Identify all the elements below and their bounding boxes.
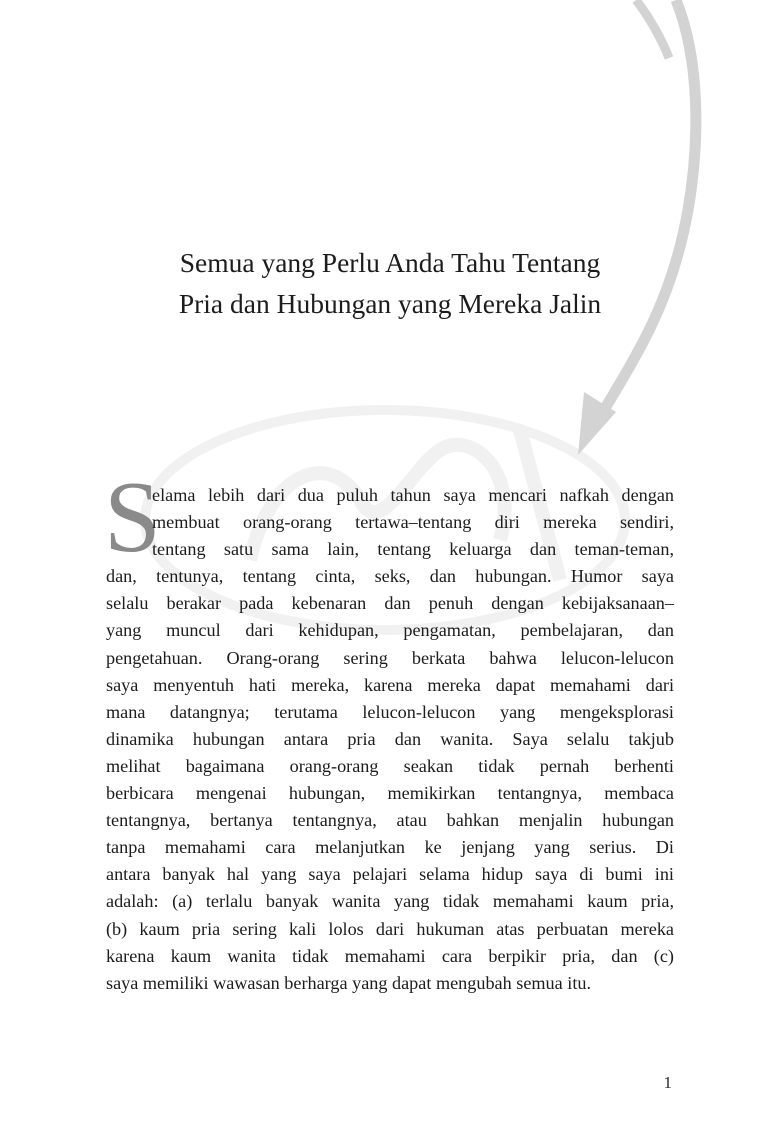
- body-line: saya memiliki wawasan berharga yang dapat mengubah semua itu.: [106, 972, 592, 993]
- body-line: tentang satu sama lain, tentang keluarga dan teman-teman,: [152, 539, 674, 560]
- body-line: tanpa memahami cara melanjutkan ke jenjang yang serius. Di: [106, 837, 674, 858]
- body-line: membuat orang-orang tertawa–tentang diri mereka sendiri,: [152, 512, 674, 533]
- body-line: melihat bagaimana orang-orang seakan tidak pernah berhenti: [106, 755, 674, 776]
- body-paragraph: [106, 482, 674, 997]
- body-line: pengetahuan. Orang-orang sering berkata bahwa lelucon-lelucon: [106, 647, 674, 668]
- body-line: adalah: (a) terlalu banyak wanita yang tidak memahami kaum pria,: [106, 891, 674, 912]
- body-line: saya menyentuh hati mereka, karena mereka dapat memahami dari: [106, 674, 674, 695]
- body-line: dinamika hubungan antara pria dan wanita. Saya selalu takjub: [106, 728, 674, 749]
- body-line: berbicara mengenai hubungan, memikirkan tentangnya, membaca: [106, 783, 674, 804]
- body-line: (b) kaum pria sering kali lolos dari hukuman atas perbuatan mereka: [106, 918, 674, 939]
- body-line: elama lebih dari dua puluh tahun saya mencari nafkah dengan: [152, 485, 674, 505]
- body-line: yang muncul dari kehidupan, pengamatan, pembelajaran, dan: [106, 620, 674, 641]
- curved-arrow-icon: [578, 0, 696, 455]
- body-line: karena kaum wanita tidak memahami cara berpikir pria, dan (c): [106, 945, 674, 966]
- body-line: selalu berakar pada kebenaran dan penuh dengan kebijaksanaan–: [106, 593, 674, 614]
- body-line: dan, tentunya, tentang cinta, seks, dan hubungan. Humor saya: [106, 566, 674, 587]
- body-line: antara banyak hal yang saya pelajari selama hidup saya di bumi ini: [106, 864, 674, 885]
- body-line: mana datangnya; terutama lelucon-lelucon yang mengeksplorasi: [106, 701, 674, 722]
- drop-cap: S: [104, 461, 161, 574]
- body-line: tentangnya, bertanya tentangnya, atau bahkan menjalin hubungan: [106, 810, 674, 831]
- chapter-title-line-1: Semua yang Perlu Anda Tahu Tentang: [179, 247, 601, 278]
- chapter-title-line-2: Pria dan Hubungan yang Mereka Jalin: [178, 288, 602, 319]
- page-number: 1: [663, 1073, 672, 1092]
- chapter-title: [110, 242, 670, 324]
